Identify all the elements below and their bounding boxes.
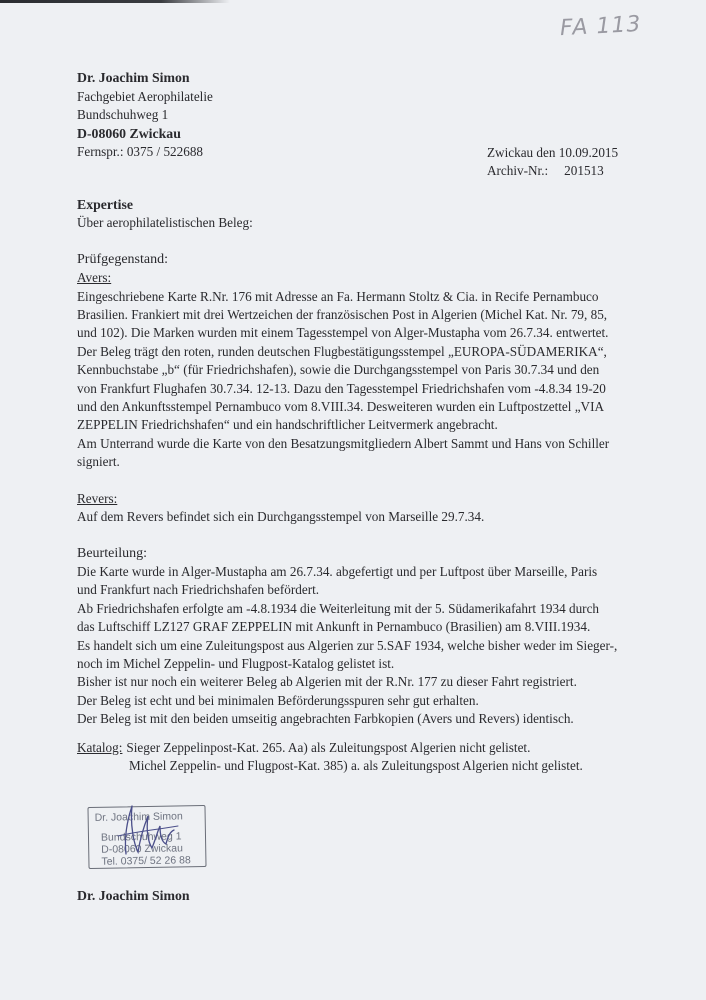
beurteilung-paragraph <box>77 563 637 729</box>
beurteilung-heading: Beurteilung: <box>77 545 147 561</box>
beurteilung-line: noch im Michel Zeppelin- und Flugpost-Katalog gelistet ist. <box>77 655 395 671</box>
katalog-row <box>77 739 637 757</box>
spacer <box>77 233 637 251</box>
avers-line: Eingeschriebene Karte R.Nr. 176 mit Adresse an Fa. Hermann Stoltz & Cia. in Recife Pernambuco <box>77 288 599 304</box>
beurteilung-line: Es handelt sich um eine Zuleitungspost aus Algerien zur 5.SAF 1934, welche bisher weder im Sieger-, <box>77 637 618 653</box>
sender-block <box>77 69 213 162</box>
document-body <box>77 196 637 775</box>
archive-label: Archiv-Nr.: <box>487 163 549 178</box>
date-block <box>487 144 618 180</box>
signer-name: Dr. Joachim Simon <box>77 888 190 903</box>
revers-text: Auf dem Revers befindet sich ein Durchgangsstempel von Marseille 29.7.34. <box>77 509 485 525</box>
avers-line: Brasilien. Frankiert mit drei Wertzeichen der französischen Post in Algerien (Michel Kat. Nr. 79, 85, <box>77 307 608 323</box>
beurteilung-line: Die Karte wurde in Alger-Mustapha am 26.7.34. abgefertigt und per Luftpost über Marseille, Paris <box>77 563 598 579</box>
revers-label: Revers: <box>77 490 118 506</box>
scan-edge-shadow <box>0 0 230 3</box>
avers-line: und 102). Die Marken wurden mit einem Tagesstempel von Alger-Mustapha vom 26.7.34. entwertet. <box>77 325 609 341</box>
avers-line: von Frankfurt Flughafen 30.7.34. 12-13. Dazu den Tagesstempel Friedrichshafen vom -4.8.34 19-20 <box>77 380 606 396</box>
sender-name: Dr. Joachim Simon <box>77 70 190 85</box>
letter-date: Zwickau den 10.09.2015 <box>487 145 619 160</box>
avers-label: Avers: <box>77 270 112 286</box>
pruefgegenstand-heading: Prüfgegenstand: <box>77 251 168 267</box>
katalog-line-sieger: Sieger Zeppelinpost-Kat. 265. Aa) als Zuleitungspost Algerien nicht gelistet. <box>126 739 531 755</box>
avers-line: signiert. <box>77 454 120 470</box>
stamp-line: Bundschuhweg 1 <box>100 830 182 844</box>
avers-line: Am Unterrand wurde die Karte von den Besatzungsmitgliedern Albert Sammt und Hans von Schiller <box>77 435 610 451</box>
avers-paragraph <box>77 288 637 472</box>
stamp-line: Dr. Joachim Simon <box>94 810 183 824</box>
stamp-line: Tel. 0375/ 52 26 88 <box>101 854 191 868</box>
spacer <box>77 527 637 545</box>
beurteilung-line: Ab Friedrichshafen erfolgte am -4.8.1934 die Weiterleitung mit der 5. Südamerikafahrt 1934 durch <box>77 600 600 616</box>
sender-field: Fachgebiet Aerophilatelie <box>77 88 213 104</box>
expertise-title: Expertise <box>77 197 133 212</box>
spacer <box>77 729 637 739</box>
sender-street: Bundschuhweg 1 <box>77 107 169 122</box>
sender-city: D-08060 Zwickau <box>77 125 181 141</box>
stamp-line: D-08060 Zwickau <box>101 842 184 856</box>
archive-number: 201513 <box>564 163 604 178</box>
archive-number-row <box>487 162 618 180</box>
beurteilung-line: und Frankfurt nach Friedrichshafen befördert. <box>77 582 320 598</box>
avers-line: Der Beleg trägt den roten, runden deutschen Flugbestätigungsstempel „EUROPA-SÜDAMERIKA“, <box>77 343 607 359</box>
beurteilung-line: das Luftschiff LZ127 GRAF ZEPPELIN mit Ankunft in Pernambuco (Brasilien) am 8.VIII.1934. <box>77 619 591 635</box>
avers-line: Kennbuchstabe „b“ (für Friedrichshafen), sowie die Durchgangsstempel von Paris 30.7.34 und den <box>77 362 600 378</box>
expertise-subtitle: Über aerophilatelistischen Beleg: <box>77 215 253 231</box>
handwritten-archive-note: FA 113 <box>559 11 643 42</box>
katalog-label: Katalog: <box>77 739 123 755</box>
beurteilung-line: Der Beleg ist echt und bei minimalen Beförderungsspuren sehr gut erhalten. <box>77 692 479 708</box>
avers-line: ZEPPELIN Friedrichshafen“ und ein handschriftlicher Leitvermerk angebracht. <box>77 417 498 433</box>
spacer <box>77 472 637 490</box>
handwritten-signature <box>104 796 184 868</box>
beurteilung-line: Der Beleg ist mit den beiden umseitig angebrachten Farbkopien (Avers und Revers) identisch. <box>77 711 574 727</box>
beurteilung-line: Bisher ist nur noch ein weiterer Beleg ab Algerien mit der R.Nr. 177 zu dieser Fahrt registriert. <box>77 674 577 690</box>
avers-line: und den Ankunftsstempel Pernambuco vom 8.VIII.34. Desweiteren wurden ein Luftpostzettel „VIA <box>77 399 604 415</box>
sender-phone: Fernspr.: 0375 / 522688 <box>77 144 204 159</box>
katalog-line-michel: Michel Zeppelin- und Flugpost-Kat. 385) a. als Zuleitungspost Algerien nicht gelistet. <box>129 757 583 773</box>
